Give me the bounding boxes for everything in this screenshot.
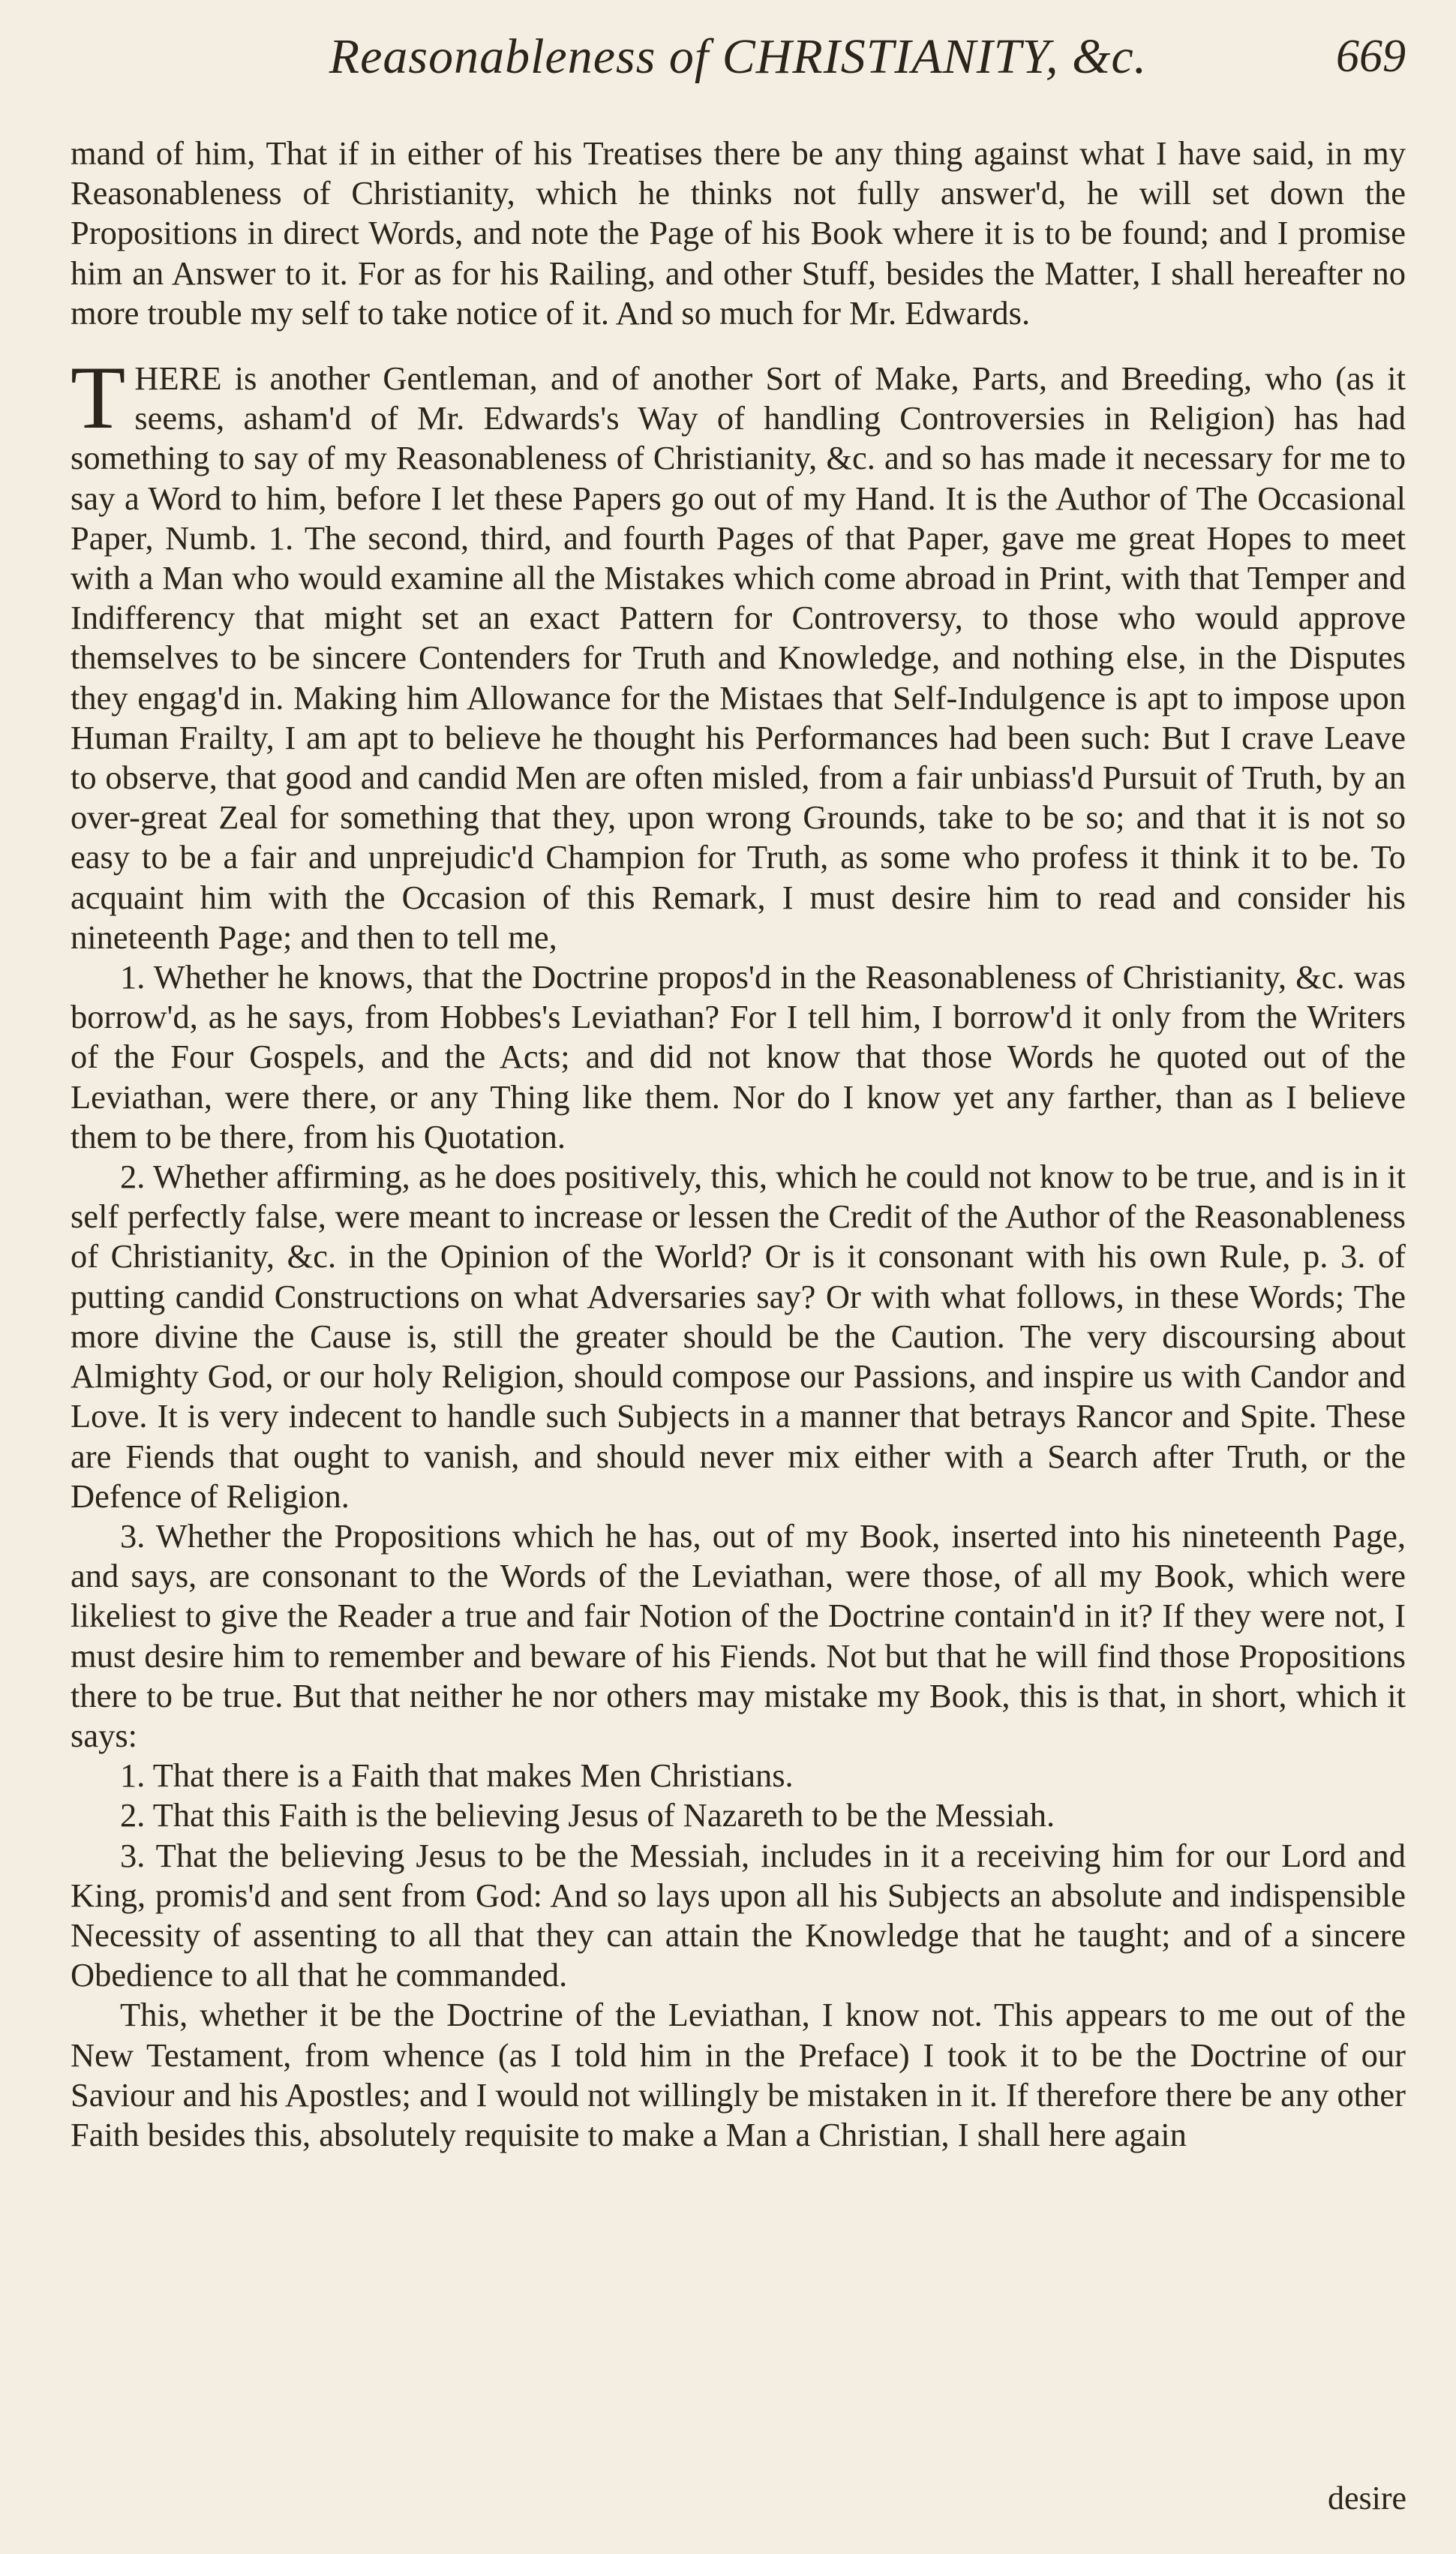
- paragraph-closing: This, whether it be the Doctrine of the Leviathan, I know not. This appears to me out of the New Testament, from whence (as I told him in the Preface) I took it to be the Doctrine of our Saviour and his Apostles; and I would not willingly be mistaken in it. If therefore there be any other Faith besides this, absolutely requisite to make a Man a Christian, I shall here again: [71, 1996, 1406, 2153]
- page-header: [71, 29, 1406, 111]
- proposition-3: 3. That the believing Jesus to be the Messiah, includes in it a receiving him for our Lord and King, promis'd and sent from God: And so lays upon all his Subjects an absolute and indispensible Necessity of assenting to all that they can attain the Knowledge that he taught; and of a sincere Obedience to all that he commanded.: [71, 1836, 1406, 1994]
- drop-cap-initial: T: [71, 347, 126, 448]
- paragraph-2: [71, 347, 1406, 957]
- catchword: desire: [1327, 2480, 1406, 2516]
- paragraph-1: mand of him, That if in either of his Treatises there be any thing against what I have said, in my Reasonableness of Christianity, which he thinks not fully answer'd, he will set down the Propositions in direct Words, and note the Page of his Book where it is to be found; and I promise him an Answer to it. For as for his Railing, and other Stuff, besides the Matter, I shall hereafter no more trouble my self to take notice of it. And so much for Mr. Edwards.: [71, 134, 1406, 332]
- body-text: [71, 134, 1406, 2155]
- paragraph-2-text: HERE is another Gentleman, and of another Sort of Make, Parts, and Breeding, who (as it seems, asham'd of Mr. Edwards's Way of handling Controversies in Religion) has had something to say of my Reasonableness of Christianity, &c. and so has made it necessary for me to say a Word to him, before I let these Papers go out of my Hand. It is the Author of The Occasional Paper, Numb. 1. The second, third, and fourth Pages of that Paper, gave me great Hopes to meet with a Man who would examine all the Mistakes which come abroad in Print, with that Temper and Indifferency that might set an exact Pattern for Controversy, to those who would approve themselves to be sincere Contenders for Truth and Knowledge, and nothing else, in the Disputes they engag'd in. Making him Allowance for the Mistaes that Self-Indulgence is apt to impose upon Human Frailty, I am apt to believe he thought his Performances had been such: But I crave Leave to observe, that good and candid Men are often misled, from a fair unbiass'd Pursuit of Truth, by an over-great Zeal for something that they, upon wrong Grounds, take to be so; and that it is not so easy to be a fair and unprejudic'd Champion for Truth, as some who profess it think it to be. To acquaint him with the Occasion of this Remark, I must desire him to read and consider his nineteenth Page; and then to tell me,: [71, 359, 1406, 956]
- proposition-1: 1. That there is a Faith that makes Men Christians.: [120, 1756, 794, 1795]
- numbered-paragraph-1: 1. Whether he knows, that the Doctrine propos'd in the Reasonableness of Christianity, &c. was borrow'd, as he says, from Hobbes's Leviathan? For I tell him, I borrow'd it only from the Writers of the Four Gospels, and the Acts; and did not know that those Words he quoted out of the Leviathan, were there, or any Thing like them. Nor do I know yet any farther, than as I believe them to be there, from his Quotation.: [71, 958, 1406, 1155]
- numbered-paragraph-3: 3. Whether the Propositions which he has, out of my Book, inserted into his nineteenth Page, and says, are consonant to the Words of the Leviathan, were those, of all my Book, which were likeliest to give the Reader a true and fair Notion of the Doctrine contain'd in it? If they were not, I must desire him to remember and beware of his Fiends. Not but that he will find those Propositions there to be true. But that neither he nor others may mistake my Book, this is that, in short, which it says:: [71, 1516, 1406, 1754]
- proposition-2: 2. That this Faith is the believing Jesus of Nazareth to be the Messiah.: [120, 1796, 1055, 1834]
- section-gap: [71, 333, 1406, 359]
- running-title: Reasonableness of CHRISTIANITY, &c.: [329, 29, 1148, 84]
- numbered-paragraph-2: 2. Whether affirming, as he does positively, this, which he could not know to be true, and is in it self perfectly false, were meant to increase or lessen the Credit of the Author of the Reasonableness of Christianity, &c. in the Opinion of the World? Or is it consonant with his own Rule, p. 3. of putting candid Constructions on what Adversaries say? Or with what follows, in these Words; The more divine the Cause is, still the greater should be the Caution. The very discoursing about Almighty God, or our holy Religion, should compose our Passions, and inspire us with Candor and Love. It is very indecent to handle such Subjects in a manner that betrays Rancor and Spite. These are Fiends that ought to vanish, and should never mix either with a Search after Truth, or the Defence of Religion.: [71, 1158, 1406, 1515]
- page-number: 669: [1336, 31, 1406, 82]
